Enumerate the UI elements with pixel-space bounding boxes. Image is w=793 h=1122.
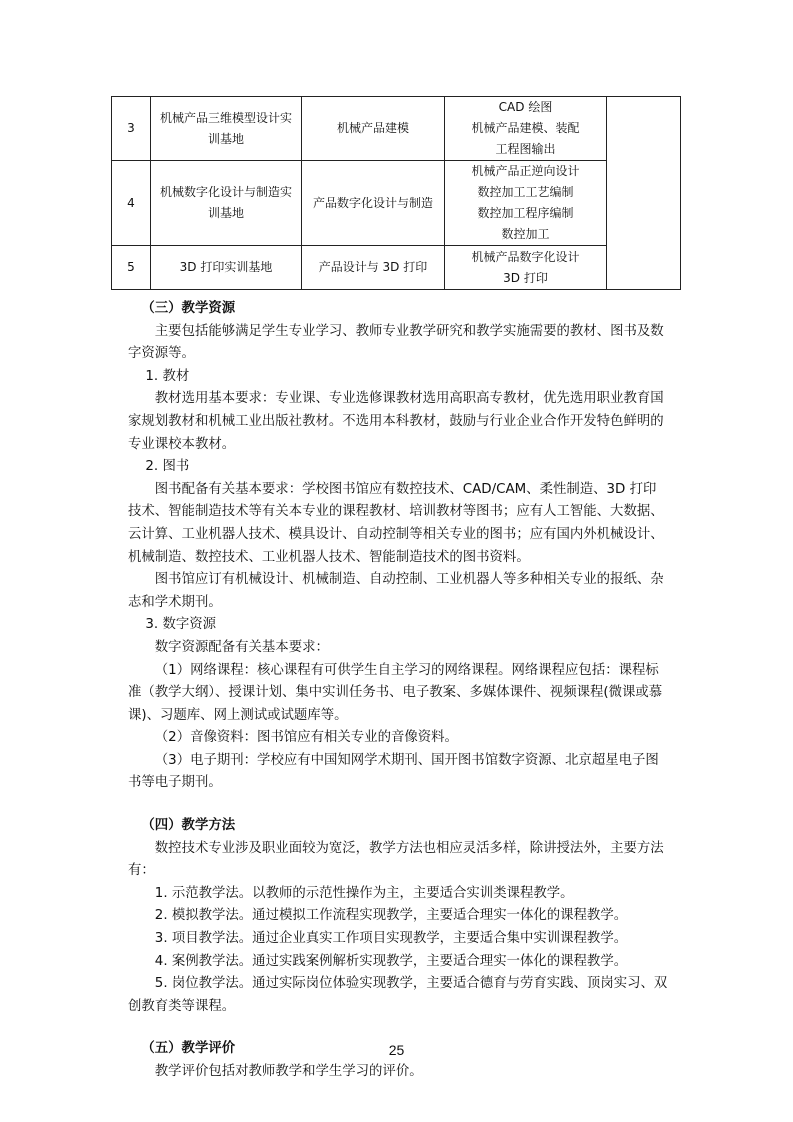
subheading-books: 2. 图书 — [145, 459, 190, 475]
project-list: 机械产品数字化设计 3D 打印 — [445, 246, 607, 290]
subheading-digital: 3. 数字资源 — [145, 617, 217, 633]
paragraph: 数字资源配备有关基本要求： — [154, 639, 329, 655]
base-name: 机械数字化设计与制造实 训基地 — [151, 161, 302, 246]
paragraph: 教学评价包括对教师教学和学生学习的评价。 — [154, 1064, 423, 1079]
row-number: 3 — [112, 97, 151, 161]
base-name: 3D 打印实训基地 — [151, 246, 302, 290]
method-item: 4. 案例教学法。通过实践案例解析实现教学，主要适合理实一体化的课程教学。 — [154, 953, 628, 969]
method-item: 3. 项目教学法。通过企业真实工作项目实现教学，主要适合集中实训课程教学。 — [154, 931, 628, 947]
paragraph: （1）网络课程：核心课程有可供学生自主学习的网络课程。网络课程应包括：课程标准（教学大纲）、授课计划、集中实训任务书、电子教案、多媒体课件、视频课程(微课或慕课)、习题库、网上测试或试题库等。 — [128, 662, 663, 723]
table-row — [112, 246, 681, 290]
paragraph: 图书馆应订有机械设计、机械制造、自动控制、工业机器人等多种相关专业的报纸、杂志和学术期刊。 — [128, 572, 664, 610]
paragraph: 数控技术专业涉及职业面较为宽泛，教学方法也相应灵活多样，除讲授法外，主要方法有： — [128, 840, 664, 879]
subheading-textbook: 1. 教材 — [145, 368, 190, 384]
section-heading-methods: （四）教学方法 — [141, 818, 236, 834]
page-number: 25 — [388, 1042, 405, 1058]
project-list: 机械产品正逆向设计 数控加工工艺编制 数控加工程序编制 数控加工 — [445, 161, 607, 246]
method-item: 1. 示范教学法。以教师的示范性操作为主，主要适合实训类课程教学。 — [154, 885, 574, 901]
project-list: CAD 绘图 机械产品建模、装配 工程图输出 — [445, 97, 607, 161]
row-number: 4 — [112, 161, 151, 246]
section-heading-evaluation: （五）教学评价 — [141, 1041, 236, 1057]
method-item: 5. 岗位教学法。通过实际岗位体验实现教学，主要适合德育与劳育实践、顶岗实习、双创教育类等课程。 — [128, 976, 668, 1014]
paragraph: 教材选用基本要求：专业课、专业选修课教材选用高职高专教材，优先选用职业教育国家规划教材和机械工业出版社教材。不选用本科教材，鼓励与行业企业合作开发特色鲜明的专业课校本教材。 — [128, 391, 664, 452]
paragraph: 主要包括能够满足学生专业学习、教师专业教学研究和教学实施需要的教材、图书及数字资源等。 — [128, 323, 664, 362]
table-row — [112, 161, 681, 246]
training-base-table — [111, 96, 681, 290]
row-number: 5 — [112, 246, 151, 290]
course-name: 机械产品建模 — [302, 97, 445, 161]
course-name: 产品设计与 3D 打印 — [302, 246, 445, 290]
body-text — [128, 298, 668, 1084]
section-heading-resources: （三）教学资源 — [141, 301, 236, 316]
paragraph: （2）音像资料：图书馆应有相关专业的音像资料。 — [154, 730, 458, 746]
paragraph: 图书配备有关基本要求：学校图书馆应有数控技术、CAD/CAM、柔性制造、3D 打印技术、智能制造技术等有关本专业的课程教材、培训教材等图书；应有人工智能、大数据、云计算、工业机器人技术、模具设计、自动控制等相关专业的图书；应有国内外机械设计、机械制造、数控技术、工业机器人技术、智能制造技术的图书资料。 — [128, 481, 664, 565]
table-row — [112, 97, 681, 161]
course-name: 产品数字化设计与制造 — [302, 161, 445, 246]
method-item: 2. 模拟教学法。通过模拟工作流程实现教学，主要适合理实一体化的课程教学。 — [154, 908, 628, 924]
empty-cell — [607, 97, 681, 290]
paragraph: （3）电子期刊：学校应有中国知网学术期刊、国开图书馆数字资源、北京超星电子图书等电子期刊。 — [128, 752, 659, 791]
base-name: 机械产品三维模型设计实 训基地 — [151, 97, 302, 161]
